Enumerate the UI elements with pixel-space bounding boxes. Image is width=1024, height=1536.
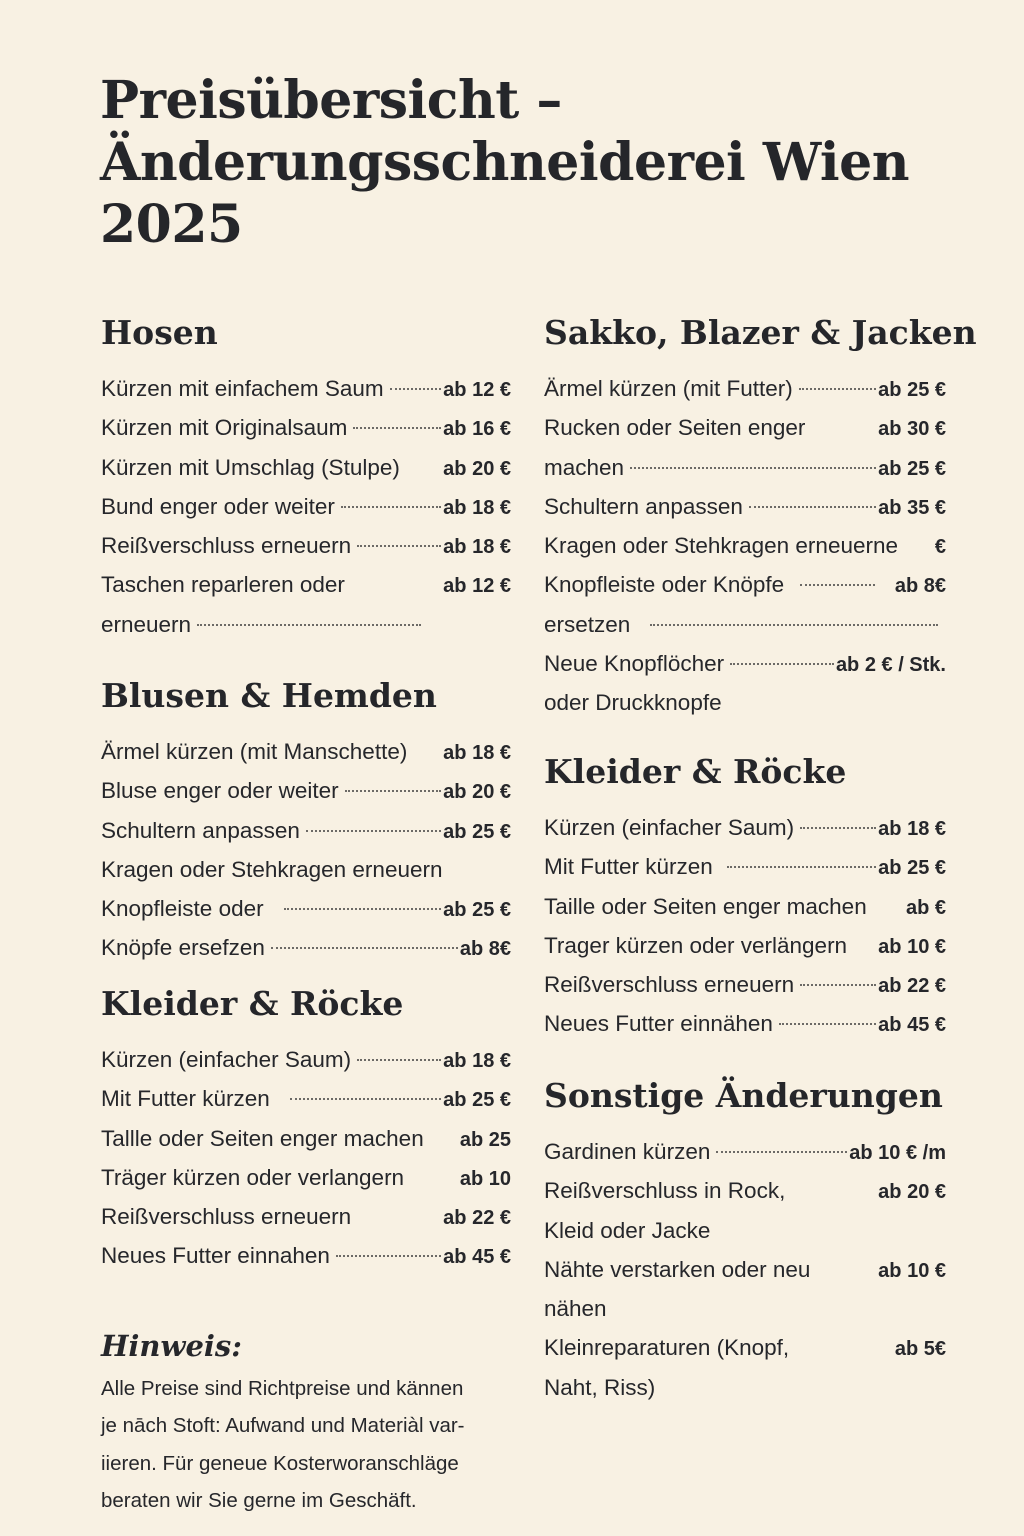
dot-leader [197,624,421,626]
title-line-3: 2025 [100,194,243,255]
item-label: Kleinreparaturen (Knopf, [544,1335,790,1361]
item-label: Taille oder Seiten enger machen [544,893,867,919]
section-heading-hosen: Hosen [101,313,218,352]
price-item [544,1289,946,1328]
section-blusen-hemden [101,676,511,968]
price-item [101,850,511,889]
price-item [544,1132,946,1171]
dot-leader [716,1151,847,1153]
price-item [101,369,511,408]
section-hosen [101,313,511,644]
item-price: ab 8€ [894,575,946,598]
item-label: Gardinen kürzen [544,1139,711,1164]
section-heading-blusen: Blusen & Hemden [101,676,437,715]
item-price: ab 18 € [443,496,511,519]
price-item [544,926,946,965]
item-price: ab 45 € [878,1014,946,1037]
note-line: iieren. Für geneue Kosterworanschläge [101,1451,459,1475]
item-label: Ärmel kürzen (mit Futter) [544,376,793,401]
section-kleider-roecke-right [544,752,946,1044]
item-label: Schultern anpassen [544,493,743,519]
dot-leader [357,1059,441,1061]
item-price: ab 20 € [443,457,511,480]
item-label: nähen [544,1296,607,1322]
item-label: Kragen oder Stehkragen erneuern [101,856,443,882]
price-item [544,565,946,604]
dot-leader [800,584,875,586]
price-item [544,526,946,565]
dot-leader [290,1098,441,1100]
note-heading: Hinweis: [101,1329,242,1363]
item-price: ab 5€ [894,1338,946,1361]
item-label: Reißverschluss erneuern [544,972,795,998]
item-price: ab 25 € [878,857,946,880]
price-item [544,1250,946,1289]
item-label: Kragen oder Stehkragen erneuerne [544,533,899,559]
item-price: ab 22 € [443,1207,511,1230]
price-item [101,811,511,850]
item-label: Taschen reparleren oder [101,572,345,598]
item-label: Kürzen mit Umschlag (Stulpe) [101,454,400,480]
item-price: ab € [905,896,946,919]
dot-leader [650,624,938,626]
item-label: Knöpfe ersefzen [101,935,265,961]
item-label: Reißverschluss erneuern [101,1204,352,1230]
item-price: ab 25 € [443,1089,511,1112]
price-item [101,448,511,487]
item-price: € [934,536,946,559]
item-price: ab 18 € [443,742,511,764]
dot-leader [727,866,876,868]
item-price: ab 25 € [878,457,946,480]
price-item [544,808,946,847]
dot-leader [345,790,442,792]
item-price: ab 25 € [443,820,511,843]
item-price: ab 18 € [443,536,511,559]
price-item [544,1211,946,1250]
price-item [101,732,511,771]
item-price: ab 8€ [459,938,511,961]
price-item [101,1158,511,1197]
note-line: beraten wir Sie gerne im Geschäft. [101,1488,417,1512]
price-item [101,928,511,967]
note-line: je nāch Stoft: Aufwand und Materiàl var- [101,1414,465,1438]
price-item [101,487,511,526]
dot-leader [336,1255,441,1257]
item-label: Schultern anpassen [101,817,300,843]
item-price: ab 12 € [443,379,511,401]
section-sakko-blazer-jacken [544,313,977,723]
item-price: ab 10 [459,1167,511,1190]
item-label: Träger kürzen oder verlangern [101,1164,405,1190]
item-label: Knopfleiste oder [101,896,264,922]
note-line: Alle Preise sind Richtpreise und kännen [101,1377,464,1400]
price-item [101,526,511,565]
price-item [544,487,946,526]
price-item [544,1368,946,1407]
item-price: ab 25 [459,1128,511,1151]
item-label: Ärmel kürzen (mit Manschette) [101,739,408,764]
item-label: Reißverschluss in Rock, [544,1178,786,1204]
item-label: Kürzen (einfacher Saum) [544,815,795,840]
item-price: ab 30 € [878,418,946,441]
price-item [544,644,946,683]
dot-leader [341,506,441,508]
item-label: Bund enger oder weiter [101,493,335,519]
item-label: Tallle oder Seiten enger machen [101,1125,424,1151]
note-text [101,1370,511,1519]
price-item [544,448,946,487]
section-heading-kleider-left: Kleider & Röcke [101,984,404,1023]
item-price: ab 10 € [878,935,946,958]
price-item [101,1079,511,1118]
price-item [544,847,946,886]
item-label: Rucken oder Seiten enger [544,415,806,441]
item-price: ab 16 € [443,418,511,441]
price-item [544,887,946,926]
item-label: machen [544,454,625,480]
price-item [544,1004,946,1043]
item-label: oder Druckknopfe [544,690,722,716]
dot-leader [357,545,441,547]
item-label: Naht, Riss) [544,1374,656,1400]
item-label: Mit Futter kürzen [544,854,713,880]
item-label: Kürzen mit einfachem Saum [101,376,384,401]
item-label: Neues Futter einnahen [101,1243,330,1269]
item-price: ab 25 € [878,379,946,401]
price-item [544,1328,946,1367]
dot-leader [800,827,876,829]
price-item [101,1119,511,1158]
dot-leader [630,467,876,469]
item-price: ab 18 € [878,818,946,840]
section-sonstige [544,1076,946,1407]
price-item [544,369,946,408]
item-label: Bluse enger oder weiter [101,778,339,804]
item-label: Mit Futter kürzen [101,1086,270,1112]
dot-leader [284,908,442,910]
dot-leader [390,388,442,390]
price-item [101,408,511,447]
dot-leader [271,947,458,949]
section-heading-kleider-right: Kleider & Röcke [544,752,847,791]
price-item [544,1171,946,1210]
item-price: ab 10 € [878,1259,946,1282]
price-item [101,889,511,928]
item-label: Nähte verstarken oder neu [544,1256,811,1282]
item-label: ersetzen [544,611,631,637]
item-label: Trager kürzen oder verlängern [544,932,848,958]
price-item [544,683,946,722]
price-item [101,1236,511,1275]
item-label: Kürzen (einfacher Saum) [101,1047,352,1072]
item-price: ab 20 € [878,1181,946,1204]
item-price: ab 10 € /m [849,1142,946,1164]
item-price: ab 2 € / Stk. [835,654,946,677]
section-kleider-roecke-left [101,984,511,1276]
item-price: ab 45 € [443,1246,511,1269]
price-item [101,565,511,604]
item-label: Kürzen mit Originalsaum [101,415,348,441]
price-item [544,408,946,447]
title-line-1: Preisübersicht – [100,70,562,131]
price-item [544,965,946,1004]
price-item [544,605,940,644]
item-price: ab 22 € [878,975,946,998]
item-price: ab 20 € [443,781,511,804]
item-label: Reißverschluss erneuern [101,533,352,559]
section-heading-sakko: Sakko, Blazer & Jacken [544,313,977,352]
dot-leader [749,506,876,508]
section-hinweis [101,1326,511,1519]
item-label: Neues Futter einnähen [544,1011,773,1037]
price-item [101,771,511,810]
item-price: ab 18 € [443,1050,511,1072]
section-heading-sonstige: Sonstige Änderungen [544,1076,943,1115]
item-label: Neue Knopflöcher [544,651,725,677]
dot-leader [730,663,834,665]
dot-leader [799,388,876,390]
dot-leader [306,830,441,832]
title-line-2: Änderungsschneiderei Wien [100,132,910,193]
dot-leader [353,427,441,429]
item-label: erneuern [101,611,192,637]
price-item [101,1197,511,1236]
page-title [100,70,980,256]
item-price: ab 25 € [443,899,511,922]
price-item [101,1040,511,1079]
dot-leader [779,1023,876,1025]
item-price: ab 35 € [878,496,946,519]
item-label: Kleid oder Jacke [544,1217,711,1243]
price-item [101,605,423,644]
item-label: Knopfleiste oder Knöpfe [544,572,785,598]
item-price: ab 12 € [443,575,511,598]
dot-leader [800,984,876,986]
